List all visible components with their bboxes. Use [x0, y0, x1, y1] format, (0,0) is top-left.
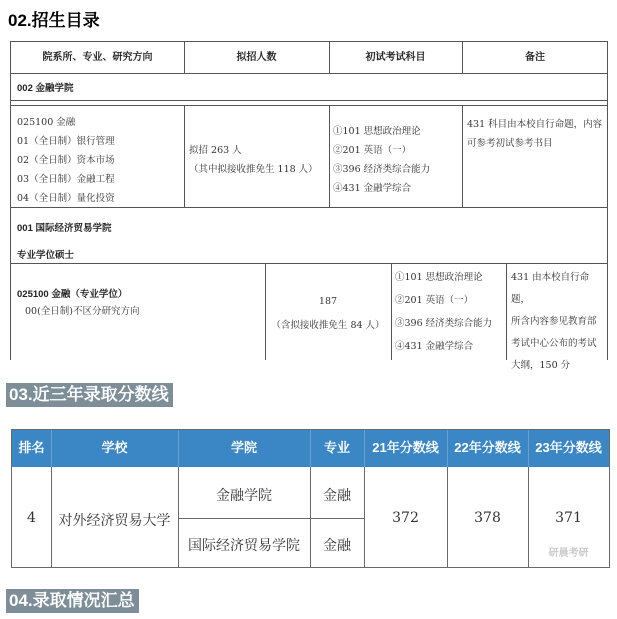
- section-title-summary: 04.录取情况汇总: [6, 589, 139, 613]
- catalog-table: [10, 41, 608, 208]
- catalog-subject: ①101 思想政治理论: [333, 126, 421, 137]
- divider: [447, 430, 448, 467]
- catalog-quota-2: 187: [318, 296, 338, 307]
- catalog-header-major: 院系所、专业、研究方向: [42, 52, 153, 63]
- catalog-major-line: 025100 金融: [17, 117, 76, 128]
- divider: [51, 430, 52, 467]
- catalog-header-subjects: 初试考试科目: [365, 52, 426, 63]
- score-major: 金融: [323, 538, 351, 554]
- catalog-quota-note: （其中拟接收推免生 118 人）: [189, 164, 318, 175]
- catalog-major-list: [17, 113, 115, 208]
- score-header-2021: 21年分数线: [364, 430, 447, 466]
- score-2022: 378: [474, 510, 501, 526]
- catalog-note-line: 所含内容参见教育部: [511, 316, 597, 327]
- catalog-note-line: 考试中心公布的考试: [511, 338, 597, 349]
- score-header-rank: 排名: [12, 430, 51, 466]
- score-college: 国际经济贸易学院: [188, 538, 300, 554]
- divider: [11, 263, 608, 264]
- score-header-major: 专业: [310, 430, 364, 466]
- catalog-major-2: 025100 金融（专业学位）: [17, 289, 128, 300]
- divider: [11, 100, 608, 101]
- divider: [329, 42, 330, 73]
- catalog-direction-line: 01（全日制）银行管理: [17, 136, 115, 147]
- catalog-school-name: 002 金融学院: [17, 83, 74, 94]
- divider: [528, 430, 529, 467]
- score-table: [11, 429, 610, 568]
- divider: [506, 263, 507, 360]
- score-2023: 371: [555, 510, 582, 526]
- catalog-subjects: [333, 122, 430, 198]
- section-title-scores: 03.近三年录取分数线: [6, 383, 173, 407]
- catalog-subject: ③396 经济类综合能力: [395, 318, 493, 329]
- divider: [184, 105, 185, 208]
- catalog-header-quota: 拟招人数: [236, 52, 277, 63]
- catalog-subject: ②201 英语（一）: [333, 145, 412, 156]
- catalog-notes: [467, 115, 602, 153]
- divider: [329, 105, 330, 208]
- score-college: 金融学院: [216, 488, 272, 504]
- catalog-note-line: 可参考初试参考书目: [467, 138, 553, 149]
- divider: [265, 263, 266, 360]
- score-2021: 372: [392, 510, 419, 526]
- catalog-note-line: 431 科目由本校自行命题，内容: [467, 119, 603, 130]
- catalog-direction-line: 04（全日制）量化投资: [17, 193, 115, 204]
- catalog-direction-line: 02（全日制）资本市场: [17, 155, 115, 166]
- score-header-2023: 23年分数线: [528, 430, 609, 466]
- divider: [11, 73, 608, 74]
- divider: [462, 42, 463, 73]
- divider: [184, 42, 185, 73]
- catalog-direction-line: 03（全日制）金融工程: [17, 174, 115, 185]
- catalog-note-line: 431 由本校自行命题，: [511, 272, 590, 305]
- catalog-header-notes: 备注: [525, 52, 545, 63]
- score-header-school: 学校: [51, 430, 178, 466]
- divider: [178, 430, 179, 467]
- catalog-note-line: 大纲，150 分: [511, 360, 571, 371]
- divider: [11, 105, 608, 106]
- catalog-subject: ②201 英语（一）: [395, 295, 474, 306]
- divider: [391, 263, 392, 360]
- catalog-notes-2: [511, 267, 607, 377]
- watermark-text: 研晨考研: [548, 548, 589, 559]
- score-header-college: 学院: [178, 430, 310, 466]
- catalog-quota: [189, 141, 318, 179]
- score-major: 金融: [323, 488, 351, 504]
- catalog-subject: ①101 思想政治理论: [395, 272, 483, 283]
- catalog-subject: ③396 经济类综合能力: [333, 164, 431, 175]
- divider: [364, 430, 365, 467]
- catalog-subjects-2: [395, 266, 492, 358]
- catalog-school-name-2: 001 国际经济贸易学院: [17, 223, 112, 234]
- catalog-quota-line: 拟招 263 人: [189, 145, 242, 156]
- section-title-catalog: 02.招生目录: [8, 11, 100, 30]
- divider: [310, 430, 311, 467]
- catalog-subject: ④431 金融学综合: [395, 341, 474, 352]
- catalog-table-2: [10, 208, 608, 371]
- catalog-quota-note-2: （含拟接收推免生 84 人）: [271, 320, 385, 331]
- divider: [178, 518, 364, 519]
- score-school: 对外经济贸易大学: [58, 513, 171, 529]
- score-header-2022: 22年分数线: [447, 430, 528, 466]
- catalog-degree-type: 专业学位硕士: [17, 250, 75, 261]
- score-rank: 4: [27, 510, 36, 526]
- catalog-subject: ④431 金融学综合: [333, 183, 412, 194]
- catalog-direction-2: 00(全日制)不区分研究方向: [25, 306, 140, 317]
- divider: [462, 105, 463, 208]
